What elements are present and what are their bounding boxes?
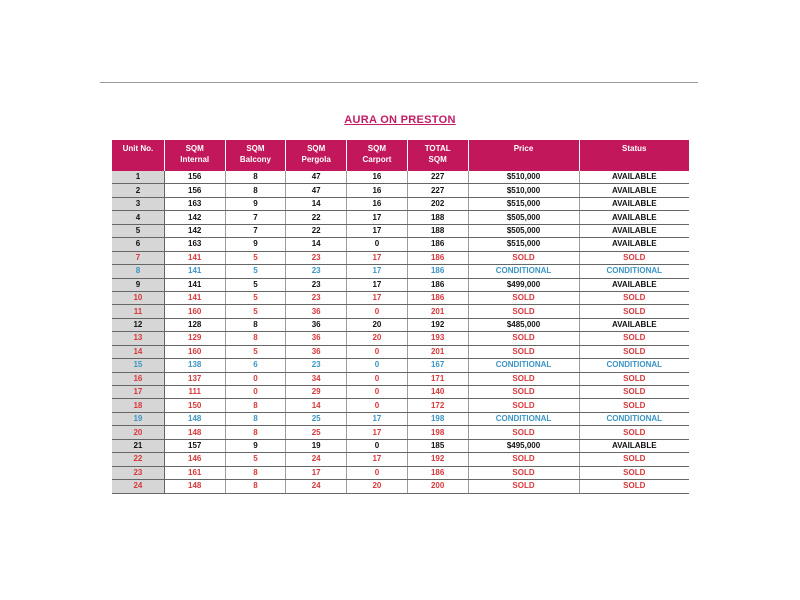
sqm-carport-cell: 0 (347, 372, 408, 385)
sqm-carport-cell: 17 (347, 453, 408, 466)
table-row (112, 251, 689, 264)
document-title: AURA ON PRESTON (344, 114, 456, 126)
unit-number-cell: 1 (112, 171, 164, 184)
table-row (112, 265, 689, 278)
status-cell: SOLD (579, 372, 689, 385)
status-cell: AVAILABLE (579, 238, 689, 251)
table-row (112, 345, 689, 358)
sqm-internal-cell: 156 (164, 171, 225, 184)
price-cell: CONDITIONAL (468, 412, 579, 425)
unit-number-cell: 13 (112, 332, 164, 345)
sqm-internal-cell: 141 (164, 251, 225, 264)
price-cell: CONDITIONAL (468, 359, 579, 372)
unit-number-cell: 2 (112, 184, 164, 197)
unit-number-cell: 24 (112, 480, 164, 493)
table-row (112, 359, 689, 372)
sqm-balcony-cell: 8 (225, 318, 286, 331)
unit-number-cell: 9 (112, 278, 164, 291)
total-sqm-cell: 140 (407, 386, 468, 399)
status-cell: AVAILABLE (579, 211, 689, 224)
price-cell: $505,000 (468, 224, 579, 237)
table-row (112, 399, 689, 412)
sqm-internal-cell: 142 (164, 211, 225, 224)
header-status: Status (579, 140, 689, 171)
price-cell: $499,000 (468, 278, 579, 291)
sqm-carport-cell: 17 (347, 412, 408, 425)
sqm-pergola-cell: 36 (286, 345, 347, 358)
sqm-carport-cell: 0 (347, 305, 408, 318)
status-cell: SOLD (579, 399, 689, 412)
unit-number-cell: 5 (112, 224, 164, 237)
sqm-balcony-cell: 5 (225, 278, 286, 291)
price-cell: $495,000 (468, 439, 579, 452)
unit-number-cell: 7 (112, 251, 164, 264)
sqm-pergola-cell: 25 (286, 412, 347, 425)
unit-number-cell: 19 (112, 412, 164, 425)
unit-number-cell: 18 (112, 399, 164, 412)
unit-number-cell: 10 (112, 291, 164, 304)
status-cell: SOLD (579, 426, 689, 439)
unit-number-cell: 15 (112, 359, 164, 372)
sqm-carport-cell: 17 (347, 211, 408, 224)
status-cell: SOLD (579, 345, 689, 358)
sqm-internal-cell: 129 (164, 332, 225, 345)
price-cell: $505,000 (468, 211, 579, 224)
unit-number-cell: 23 (112, 466, 164, 479)
status-cell: AVAILABLE (579, 439, 689, 452)
table-row (112, 453, 689, 466)
unit-number-cell: 21 (112, 439, 164, 452)
sqm-internal-cell: 141 (164, 291, 225, 304)
sqm-carport-cell: 0 (347, 359, 408, 372)
sqm-pergola-cell: 36 (286, 305, 347, 318)
sqm-pergola-cell: 19 (286, 439, 347, 452)
unit-number-cell: 16 (112, 372, 164, 385)
sqm-balcony-cell: 8 (225, 171, 286, 184)
sqm-pergola-cell: 23 (286, 359, 347, 372)
total-sqm-cell: 227 (407, 184, 468, 197)
price-cell: $515,000 (468, 238, 579, 251)
sqm-balcony-cell: 6 (225, 359, 286, 372)
unit-number-cell: 14 (112, 345, 164, 358)
sqm-carport-cell: 17 (347, 251, 408, 264)
unit-number-cell: 6 (112, 238, 164, 251)
header-price: Price (468, 140, 579, 171)
sqm-internal-cell: 156 (164, 184, 225, 197)
sqm-pergola-cell: 29 (286, 386, 347, 399)
sqm-internal-cell: 150 (164, 399, 225, 412)
status-cell: AVAILABLE (579, 184, 689, 197)
sqm-pergola-cell: 47 (286, 184, 347, 197)
price-cell: SOLD (468, 305, 579, 318)
sqm-carport-cell: 0 (347, 439, 408, 452)
sqm-balcony-cell: 5 (225, 291, 286, 304)
header-sqm-carport: SQM Carport (347, 140, 408, 171)
sqm-carport-cell: 16 (347, 184, 408, 197)
price-cell: SOLD (468, 399, 579, 412)
status-cell: AVAILABLE (579, 318, 689, 331)
sqm-balcony-cell: 5 (225, 265, 286, 278)
table-row (112, 305, 689, 318)
sqm-pergola-cell: 25 (286, 426, 347, 439)
price-cell: SOLD (468, 251, 579, 264)
total-sqm-cell: 172 (407, 399, 468, 412)
top-divider (100, 82, 698, 83)
price-cell: SOLD (468, 332, 579, 345)
sqm-balcony-cell: 8 (225, 466, 286, 479)
table-row (112, 238, 689, 251)
table-row (112, 426, 689, 439)
sqm-carport-cell: 17 (347, 278, 408, 291)
sqm-balcony-cell: 7 (225, 224, 286, 237)
table-row (112, 197, 689, 210)
header-sqm-internal: SQM Internal (164, 140, 225, 171)
sqm-pergola-cell: 17 (286, 466, 347, 479)
table-row (112, 318, 689, 331)
total-sqm-cell: 188 (407, 224, 468, 237)
table-row (112, 480, 689, 493)
status-cell: SOLD (579, 251, 689, 264)
table-row (112, 278, 689, 291)
sqm-pergola-cell: 23 (286, 278, 347, 291)
sqm-carport-cell: 0 (347, 386, 408, 399)
sqm-balcony-cell: 5 (225, 251, 286, 264)
sqm-carport-cell: 17 (347, 426, 408, 439)
sqm-balcony-cell: 0 (225, 372, 286, 385)
table-row (112, 291, 689, 304)
sqm-pergola-cell: 24 (286, 453, 347, 466)
status-cell: SOLD (579, 480, 689, 493)
sqm-pergola-cell: 14 (286, 399, 347, 412)
sqm-pergola-cell: 47 (286, 171, 347, 184)
sqm-pergola-cell: 22 (286, 211, 347, 224)
price-cell: SOLD (468, 291, 579, 304)
total-sqm-cell: 198 (407, 426, 468, 439)
sqm-carport-cell: 17 (347, 291, 408, 304)
status-cell: AVAILABLE (579, 171, 689, 184)
sqm-carport-cell: 0 (347, 466, 408, 479)
price-cell: SOLD (468, 453, 579, 466)
table-row (112, 224, 689, 237)
sqm-pergola-cell: 14 (286, 197, 347, 210)
sqm-balcony-cell: 8 (225, 399, 286, 412)
sqm-pergola-cell: 24 (286, 480, 347, 493)
status-cell: SOLD (579, 305, 689, 318)
table-row (112, 211, 689, 224)
total-sqm-cell: 200 (407, 480, 468, 493)
sqm-carport-cell: 0 (347, 238, 408, 251)
header-total-sqm: TOTAL SQM (407, 140, 468, 171)
sqm-internal-cell: 163 (164, 238, 225, 251)
price-cell: $515,000 (468, 197, 579, 210)
status-cell: AVAILABLE (579, 278, 689, 291)
status-cell: AVAILABLE (579, 197, 689, 210)
sqm-pergola-cell: 22 (286, 224, 347, 237)
status-cell: SOLD (579, 291, 689, 304)
status-cell: SOLD (579, 453, 689, 466)
sqm-internal-cell: 137 (164, 372, 225, 385)
total-sqm-cell: 192 (407, 318, 468, 331)
sqm-balcony-cell: 0 (225, 386, 286, 399)
status-cell: CONDITIONAL (579, 412, 689, 425)
price-cell: $485,000 (468, 318, 579, 331)
table-row (112, 171, 689, 184)
sqm-internal-cell: 163 (164, 197, 225, 210)
table-row (112, 372, 689, 385)
total-sqm-cell: 186 (407, 238, 468, 251)
sqm-internal-cell: 157 (164, 439, 225, 452)
price-cell: SOLD (468, 426, 579, 439)
unit-number-cell: 12 (112, 318, 164, 331)
sqm-balcony-cell: 5 (225, 345, 286, 358)
status-cell: CONDITIONAL (579, 265, 689, 278)
total-sqm-cell: 186 (407, 466, 468, 479)
sqm-internal-cell: 141 (164, 278, 225, 291)
unit-number-cell: 11 (112, 305, 164, 318)
unit-number-cell: 8 (112, 265, 164, 278)
sqm-pergola-cell: 23 (286, 251, 347, 264)
sqm-pergola-cell: 36 (286, 332, 347, 345)
table-row (112, 184, 689, 197)
sqm-internal-cell: 160 (164, 345, 225, 358)
sqm-carport-cell: 20 (347, 332, 408, 345)
price-cell: SOLD (468, 386, 579, 399)
sqm-pergola-cell: 23 (286, 265, 347, 278)
unit-number-cell: 17 (112, 386, 164, 399)
sqm-balcony-cell: 8 (225, 184, 286, 197)
sqm-pergola-cell: 23 (286, 291, 347, 304)
sqm-carport-cell: 0 (347, 345, 408, 358)
table-row (112, 332, 689, 345)
sqm-balcony-cell: 5 (225, 453, 286, 466)
header-sqm-balcony: SQM Balcony (225, 140, 286, 171)
table-row (112, 386, 689, 399)
total-sqm-cell: 186 (407, 291, 468, 304)
price-cell: SOLD (468, 466, 579, 479)
sqm-pergola-cell: 36 (286, 318, 347, 331)
sqm-balcony-cell: 9 (225, 439, 286, 452)
price-cell: $510,000 (468, 184, 579, 197)
total-sqm-cell: 201 (407, 345, 468, 358)
sqm-balcony-cell: 9 (225, 197, 286, 210)
sqm-carport-cell: 16 (347, 197, 408, 210)
status-cell: SOLD (579, 466, 689, 479)
total-sqm-cell: 185 (407, 439, 468, 452)
sqm-internal-cell: 141 (164, 265, 225, 278)
total-sqm-cell: 202 (407, 197, 468, 210)
price-cell: SOLD (468, 345, 579, 358)
total-sqm-cell: 192 (407, 453, 468, 466)
sqm-balcony-cell: 8 (225, 332, 286, 345)
table-row (112, 412, 689, 425)
sqm-balcony-cell: 5 (225, 305, 286, 318)
table-header-row (112, 140, 689, 171)
total-sqm-cell: 201 (407, 305, 468, 318)
header-unit-no: Unit No. (112, 140, 164, 171)
total-sqm-cell: 186 (407, 278, 468, 291)
sqm-internal-cell: 160 (164, 305, 225, 318)
sqm-pergola-cell: 34 (286, 372, 347, 385)
total-sqm-cell: 186 (407, 265, 468, 278)
status-cell: SOLD (579, 386, 689, 399)
sqm-carport-cell: 16 (347, 171, 408, 184)
sqm-internal-cell: 146 (164, 453, 225, 466)
sqm-balcony-cell: 8 (225, 412, 286, 425)
price-cell: SOLD (468, 372, 579, 385)
sqm-balcony-cell: 8 (225, 426, 286, 439)
status-cell: AVAILABLE (579, 224, 689, 237)
total-sqm-cell: 186 (407, 251, 468, 264)
total-sqm-cell: 193 (407, 332, 468, 345)
unit-number-cell: 22 (112, 453, 164, 466)
total-sqm-cell: 188 (407, 211, 468, 224)
table-row (112, 466, 689, 479)
sqm-internal-cell: 148 (164, 480, 225, 493)
status-cell: CONDITIONAL (579, 359, 689, 372)
sqm-carport-cell: 20 (347, 480, 408, 493)
units-table-body (112, 171, 689, 493)
sqm-internal-cell: 148 (164, 412, 225, 425)
price-cell: SOLD (468, 480, 579, 493)
total-sqm-cell: 167 (407, 359, 468, 372)
sqm-balcony-cell: 8 (225, 480, 286, 493)
price-cell: CONDITIONAL (468, 265, 579, 278)
header-sqm-pergola: SQM Pergola (286, 140, 347, 171)
sqm-balcony-cell: 7 (225, 211, 286, 224)
status-cell: SOLD (579, 332, 689, 345)
unit-number-cell: 4 (112, 211, 164, 224)
sqm-carport-cell: 0 (347, 399, 408, 412)
sqm-internal-cell: 128 (164, 318, 225, 331)
sqm-internal-cell: 161 (164, 466, 225, 479)
sqm-internal-cell: 111 (164, 386, 225, 399)
sqm-carport-cell: 20 (347, 318, 408, 331)
total-sqm-cell: 171 (407, 372, 468, 385)
sqm-balcony-cell: 9 (225, 238, 286, 251)
sqm-carport-cell: 17 (347, 224, 408, 237)
sqm-internal-cell: 138 (164, 359, 225, 372)
table-row (112, 439, 689, 452)
total-sqm-cell: 198 (407, 412, 468, 425)
sqm-internal-cell: 142 (164, 224, 225, 237)
units-table (112, 140, 689, 494)
total-sqm-cell: 227 (407, 171, 468, 184)
sqm-internal-cell: 148 (164, 426, 225, 439)
price-cell: $510,000 (468, 171, 579, 184)
unit-number-cell: 3 (112, 197, 164, 210)
sqm-pergola-cell: 14 (286, 238, 347, 251)
unit-number-cell: 20 (112, 426, 164, 439)
sqm-carport-cell: 17 (347, 265, 408, 278)
